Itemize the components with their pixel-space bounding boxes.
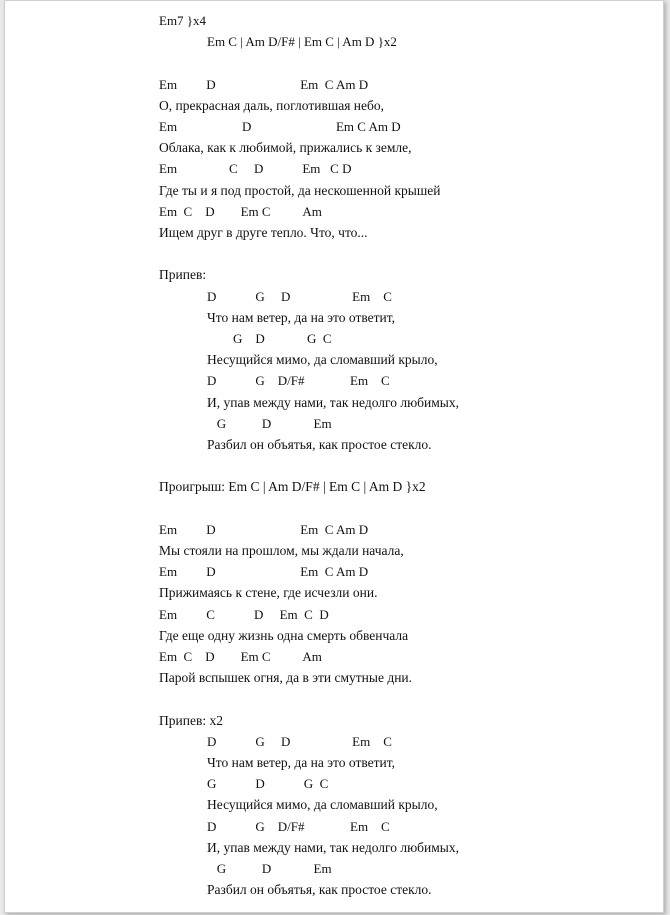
chord-line: Em C | Am D/F# | Em C | Am D }x2 <box>207 34 397 50</box>
chord-line: Em C D Em C D <box>159 161 352 177</box>
chord-line: Em D Em C Am D <box>159 564 369 580</box>
lyric-line: О, прекрасная даль, поглотившая небо, <box>159 97 384 113</box>
document-page <box>4 0 664 913</box>
chord-line: Em D Em C Am D <box>159 119 401 134</box>
lyric-line: Прижимаясь к стене, где исчезли они. <box>159 585 378 601</box>
chord-line: Em C D Em C Am <box>159 649 322 664</box>
lyric-line: Где ты и я под простой, да нескошенной крышей <box>159 182 441 198</box>
chord-line: Em C D Em C D <box>159 606 329 622</box>
lyric-line: Облака, как к любимой, прижались к земле, <box>159 140 412 156</box>
lyric-line: Проигрыш: Em C | Am D/F# | Em C | Am D }x2 <box>159 479 426 495</box>
chord-line: Em7 }x4 <box>159 13 207 28</box>
lyric-line: Припев: x2 <box>159 712 223 728</box>
lyric-line: Где еще одну жизнь одна смерть обвенчала <box>159 627 409 643</box>
lyric-line: Что нам ветер, да на это ответит, <box>207 309 396 325</box>
chord-line: D G D Em C <box>207 288 392 304</box>
chord-line: D G D/F# Em C <box>207 373 390 389</box>
chord-line: G D Em <box>207 861 332 876</box>
lyric-line: Парой вспышек огня, да в эти смутные дни. <box>159 670 413 686</box>
lyric-line: Несущийся мимо, да сломавший крыло, <box>207 797 438 813</box>
lyric-line: Что нам ветер, да на это ответит, <box>207 755 396 770</box>
lyric-line: И, упав между нами, так недолго любимых, <box>207 839 459 855</box>
chord-line: Em C D Em C Am <box>159 203 322 219</box>
lyric-line: Разбил он объятья, как простое стекло. <box>207 437 432 452</box>
chord-line: G D Em <box>207 415 332 431</box>
lyric-line: Припев: <box>159 267 207 283</box>
chord-line: D G D/F# Em C <box>207 818 390 834</box>
lyric-line: Разбил он объятья, как простое стекло. <box>207 882 432 898</box>
lyric-line: И, упав между нами, так недолго любимых, <box>207 394 459 410</box>
chord-line: Em D Em C Am D <box>159 521 369 537</box>
chord-line: D G D Em C <box>207 733 392 749</box>
lyric-line: Ищем друг в друге тепло. Что, что... <box>159 225 368 240</box>
chord-line: G D G C <box>207 331 332 346</box>
lyric-line: Мы стояли на прошлом, мы ждали начала, <box>159 543 404 558</box>
lyric-line: Несущийся мимо, да сломавший крыло, <box>207 352 438 368</box>
song-sheet <box>5 1 663 912</box>
chord-line: G D G C <box>207 776 329 792</box>
chord-line: Em D Em C Am D <box>159 76 369 92</box>
